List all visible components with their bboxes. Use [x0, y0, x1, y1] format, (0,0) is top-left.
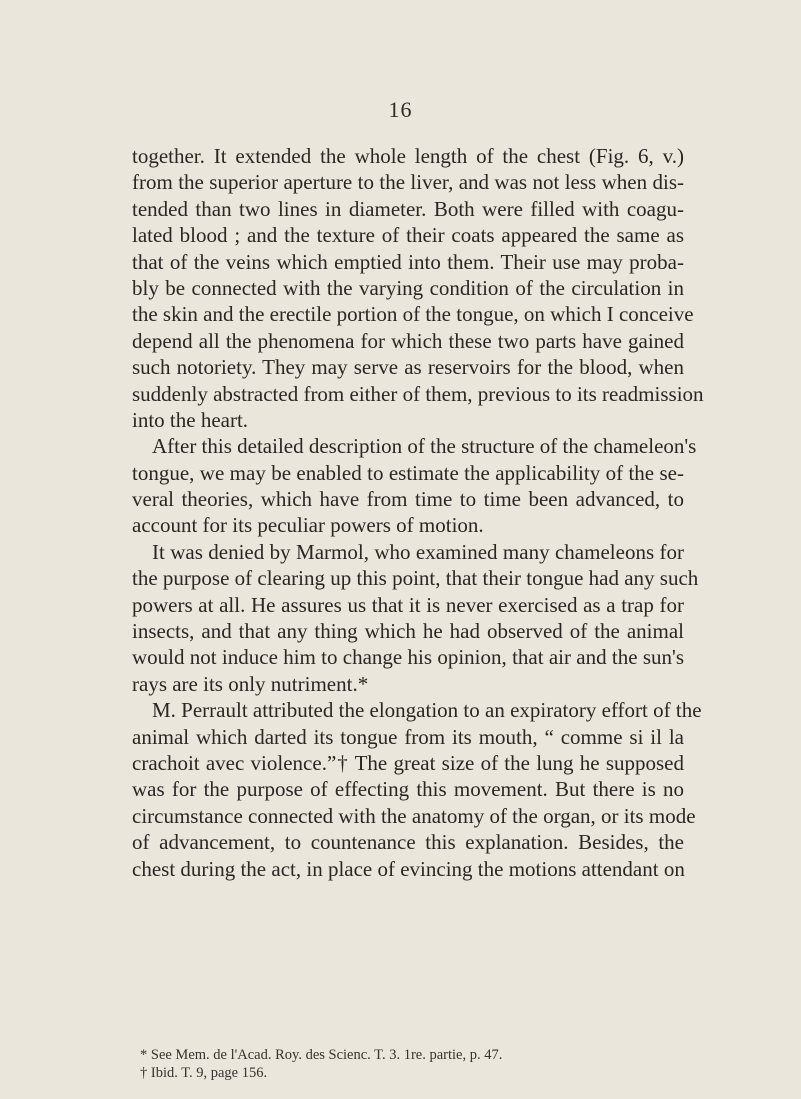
footnote: † Ibid. T. 9, page 156.: [140, 1065, 268, 1081]
text-line: It was denied by Marmol, who examined many chameleons for: [152, 539, 684, 564]
text-line: into the heart.: [132, 407, 249, 432]
text-line: was for the purpose of effecting this movement. But there is no: [132, 777, 684, 802]
text-line: account for its peculiar powers of motion.: [132, 513, 484, 538]
text-line: M. Perrault attributed the elongation to an expiratory effort of the: [152, 698, 702, 723]
text-line: together. It extended the whole length of the chest (Fig. 6, v.): [132, 144, 684, 168]
text-line: lated blood ; and the texture of their coats appeared the same as: [132, 223, 684, 248]
text-line: bly be connected with the varying condition of the circulation in: [132, 275, 684, 300]
text-line: the purpose of clearing up this point, that their tongue had any such: [132, 566, 699, 591]
page-number: 16: [388, 97, 413, 122]
text-line: After this detailed description of the structure of the chameleon's: [152, 434, 697, 459]
text-line: crachoit avec violence.”† The great size of the lung he supposed: [132, 750, 684, 775]
text-line: powers at all. He assures us that it is never exercised as a trap for: [132, 592, 684, 617]
text-line: tended than two lines in diameter. Both were filled with coagu-: [132, 196, 684, 221]
text-line: rays are its only nutriment.*: [132, 671, 369, 696]
text-line: insects, and that any thing which he had observed of the animal: [132, 619, 684, 644]
text-line: depend all the phenomena for which these two parts have gained: [132, 328, 684, 353]
text-line: chest during the act, in place of evincing the motions attendant on: [132, 856, 685, 881]
text-line: from the superior aperture to the liver, and was not less when dis-: [132, 170, 684, 195]
text-line: suddenly abstracted from either of them, previous to its readmission: [132, 381, 704, 406]
text-line: would not induce him to change his opinion, that air and the sun's: [132, 645, 684, 670]
text-line: veral theories, which have from time to time been advanced, to: [132, 487, 684, 512]
text-line: animal which darted its tongue from its mouth, “ comme si il la: [132, 724, 684, 749]
text-line: circumstance connected with the anatomy of the organ, or its mode: [132, 803, 696, 828]
footnote: * See Mem. de l'Acad. Roy. des Scienc. T. 3. 1re. partie, p. 47.: [140, 1047, 503, 1063]
text-line: that of the veins which emptied into them. Their use may proba-: [132, 249, 684, 274]
text-line: of advancement, to countenance this explanation. Besides, the: [132, 830, 684, 855]
text-line: tongue, we may be enabled to estimate the applicability of the se-: [132, 460, 684, 485]
text-line: such notoriety. They may serve as reservoirs for the blood, when: [132, 355, 684, 380]
text-line: the skin and the erectile portion of the tongue, on which I conceive: [132, 302, 694, 327]
footnotes: [140, 1046, 680, 1082]
body-text: [132, 143, 704, 882]
